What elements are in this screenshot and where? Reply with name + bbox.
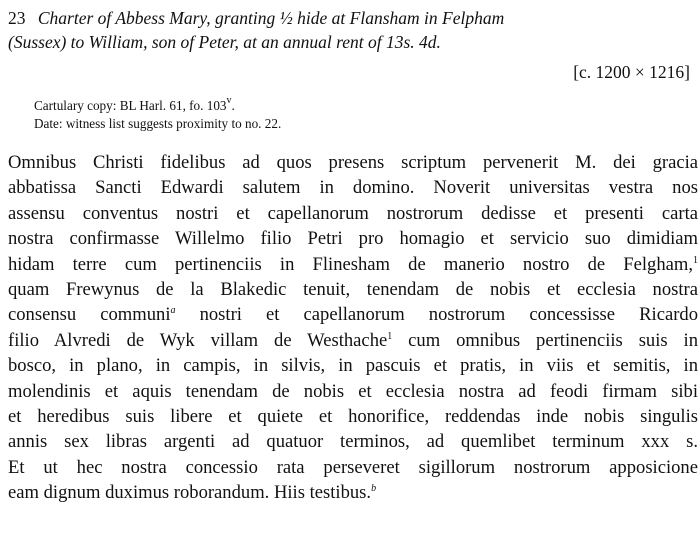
footnote-marker-1: 1: [693, 254, 698, 266]
charter-text: [8, 150, 698, 506]
text-line: Omnibus Christi fidelibus ad quos presens scriptum pervenerit M. dei gracia: [8, 152, 698, 173]
text-line: [8, 252, 698, 277]
charter-title-line-2: (Sussex) to William, son of Peter, at an annual rent of 13s. 4d.: [8, 32, 441, 52]
date-note: Date: witness list suggests proximity to no. 22.: [34, 116, 282, 131]
footnote-marker-b: b: [371, 483, 377, 495]
text-line-5-content: hidam terre cum pertinenciis in Flinesham de manerio nostro de Felgham,: [8, 253, 693, 275]
cartulary-note-end: .: [231, 98, 235, 113]
text-line: Et ut hec nostra concessio rata perseveret sigillorum nostrorum apposicione: [8, 456, 698, 478]
text-line-7-start: consensu communi: [8, 304, 171, 326]
text-line: assensu conventus nostri et capellanorum nostrorum dedisse et presenti carta: [8, 202, 698, 224]
text-line: bosco, in plano, in campis, in silvis, in pascuis et pratis, in viis et semitis, in: [8, 355, 698, 377]
text-line: nostra confirmasse Willelmo filio Petri pro homagio et servicio suo dimidiam: [8, 228, 698, 250]
text-line-8-start: filio Alvredi de Wyk villam de Westhache: [8, 329, 388, 351]
cartulary-note: [34, 97, 281, 115]
footnote-marker-1b: 1: [387, 330, 393, 342]
text-line: quam Frewynus de la Blakedic tenuit, tenendam de nobis et ecclesia nostra: [8, 279, 698, 301]
text-line: et heredibus suis libere et quiete et honorifice, reddendas inde nobis singulis: [8, 406, 698, 428]
text-line: [8, 302, 698, 327]
source-notes: [34, 97, 281, 133]
text-line-14-content: eam dignum duximus roborandum. Hiis testibus.: [8, 482, 372, 504]
cartulary-verso-mark: v: [226, 95, 232, 106]
charter-date: [c. 1200 × 1216]: [573, 62, 690, 82]
text-line: [8, 328, 698, 353]
cartulary-note-text: Cartulary copy: BL Harl. 61, fo. 103: [34, 98, 227, 113]
charter-title-line-1: Charter of Abbess Mary, granting ½ hide at Flansham in Felpham: [37, 8, 505, 28]
text-line: [8, 480, 698, 505]
text-line: annis sex libras argenti ad quatuor terminos, ad quemlibet terminum xxx s.: [8, 431, 698, 453]
text-line-7-end: nostri et capellanorum nostrorum concessisse Ricardo: [175, 304, 698, 326]
charter-heading: [8, 6, 692, 54]
text-line: molendinis et aquis tenendam de nobis et ecclesia nostra ad feodi firmam sibi: [8, 380, 698, 402]
text-line: abbatissa Sancti Edwardi salutem in domino. Noverit universitas vestra nos: [8, 177, 698, 199]
text-line-8-end: cum omnibus pertinenciis suis in: [392, 329, 698, 351]
heading-line-1: [8, 6, 692, 30]
charter-number: 23: [8, 8, 26, 28]
footnote-marker-a: a: [170, 305, 176, 317]
